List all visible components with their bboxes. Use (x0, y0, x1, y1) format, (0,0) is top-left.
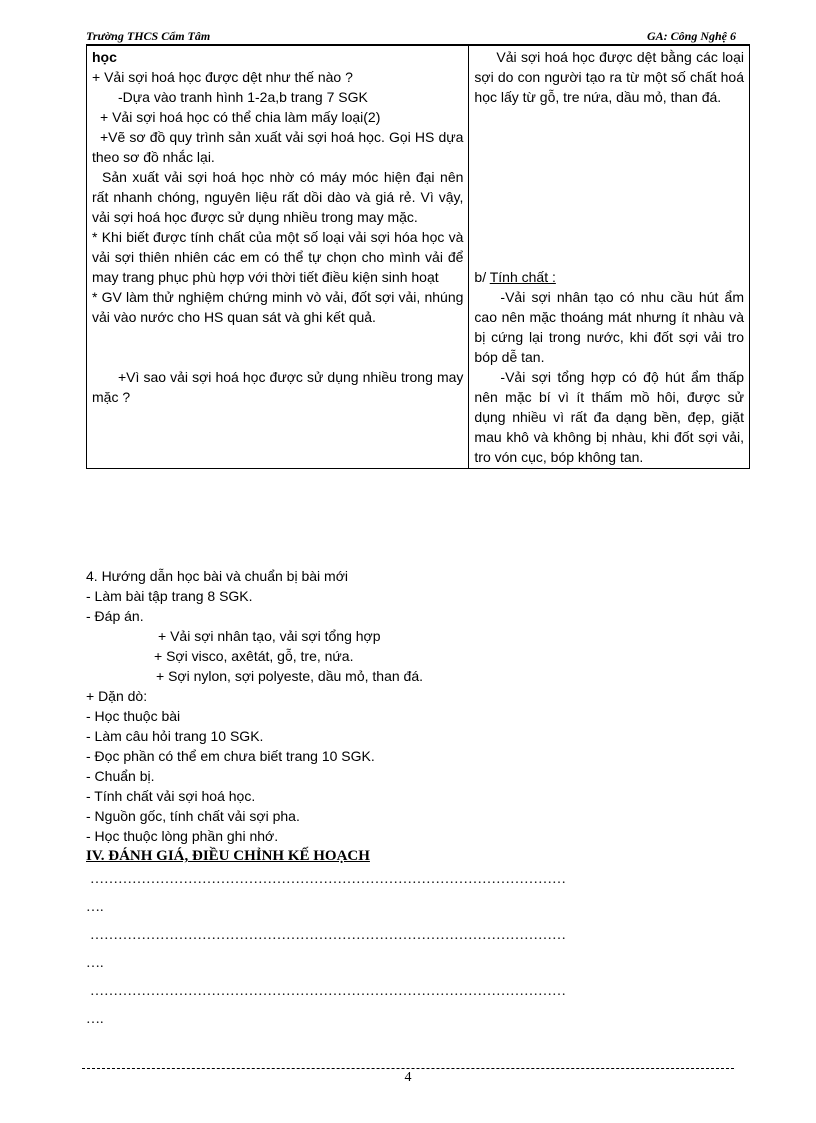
dot-line: ………………………………………………………………………………………… (90, 928, 566, 943)
dot-line-tail: …. (86, 1012, 104, 1027)
list-item: - Chuẩn bị. (86, 768, 155, 784)
question-3: +Vẽ sơ đồ quy trình sản xuất vải sợi hoá học. Gọi HS dựa theo sơ đồ nhắc lại. (92, 129, 464, 165)
question-2: + Vải sợi hoá học có thể chia làm mấy loại(2) (100, 109, 381, 125)
answer-item: + Vải sợi nhân tạo, vải sợi tổng hợp (158, 628, 381, 644)
question-1: + Vải sợi hoá học được dệt như thế nào ? (92, 69, 353, 85)
section-b-title: Tính chất : (489, 269, 556, 285)
school-name: Trường THCS Cẩm Tâm (86, 29, 211, 43)
homework-heading: 4. Hướng dẫn học bài và chuẩn bị bài mới (86, 568, 348, 584)
synthetic-fiber-properties: -Vải sợi tổng hợp có độ hút ẩm thấp nên mặc bí vì ít thấm mồ hôi, được sử dụng nhiều vì rất đa dạng bền, đẹp, giặt mau khô và không bị nhàu, khi đốt sợi vải, tro vón cục, bóp không tan. (474, 369, 744, 465)
definition-paragraph: Vải sợi hoá học được dệt bằng các loại sợi do con người tạo ra từ một số chất hoá học lấy từ gỗ, tre nứa, dầu mỏ, than đá. (474, 49, 744, 105)
paragraph-experiment: * GV làm thử nghiệm chứng minh vò vải, đốt sợi vải, nhúng vải vào nước cho HS quan sát và ghi kết quả. (92, 289, 464, 325)
homework-section (86, 566, 746, 1034)
question-4: +Vì sao vải sợi hoá học được sử dụng nhiều trong may mặc ? (92, 369, 464, 405)
table-row (87, 46, 750, 469)
page-header (86, 29, 736, 45)
list-item: - Tính chất vải sợi hoá học. (86, 788, 256, 804)
list-item: - Học thuộc bài (86, 708, 181, 724)
list-item: + Dặn dò: (86, 688, 148, 704)
activity-column (87, 46, 469, 469)
list-item: - Làm bài tập trang 8 SGK. (86, 588, 253, 604)
list-item: - Học thuộc lòng phần ghi nhớ. (86, 828, 279, 844)
content-column (469, 46, 750, 469)
answer-item: + Sợi visco, axêtát, gỗ, tre, nứa. (154, 648, 354, 664)
answer-item: + Sợi nylon, sợi polyeste, dầu mỏ, than đá. (156, 668, 424, 684)
evaluation-title: IV. ĐÁNH GIÁ, ĐIỀU CHỈNH KẾ HOẠCH (86, 848, 370, 864)
top-word: học (92, 49, 117, 65)
list-item: - Đáp án. (86, 608, 144, 624)
section-b-heading (474, 267, 744, 287)
dot-line: ………………………………………………………………………………………… (90, 872, 566, 887)
dot-line: ………………………………………………………………………………………… (90, 984, 566, 999)
paragraph-production: Sản xuất vải sợi hoá học nhờ có máy móc hiện đại nên rất nhanh chóng, nguyên liệu rất dồi dào và giá rẻ. Vì vậy, vải sợi hoá học được sử dụng nhiều trong may mặc. (92, 169, 464, 225)
list-item: - Đọc phần có thể em chưa biết trang 10 SGK. (86, 748, 375, 764)
lesson-table (86, 45, 750, 469)
dot-line-tail: …. (86, 956, 104, 971)
paragraph-properties: * Khi biết được tính chất của một số loại vải sợi hóa học và vải sợi thiên nhiên các em có thể tự chọn cho mình vải để may trang phục phù hợp với thời tiết điều kiện sinh hoạt (92, 229, 464, 285)
section-b-prefix: b/ (474, 269, 490, 285)
artificial-fiber-properties: -Vải sợi nhân tạo có nhu cầu hút ẩm cao nên mặc thoáng mát nhưng ít nhàu và bị cứng lại trong nước, khi đốt sợi vải tro bóp dễ tan. (474, 289, 744, 365)
page-number: 4 (404, 1070, 412, 1085)
list-item: - Nguồn gốc, tính chất vải sợi pha. (86, 808, 300, 824)
dot-line-tail: …. (86, 900, 104, 915)
list-item: - Làm câu hỏi trang 10 SGK. (86, 728, 264, 744)
footer-rule (82, 1068, 734, 1069)
subject-label: GA: Công Nghệ 6 (646, 29, 736, 43)
question-1-hint: -Dựa vào tranh hình 1-2a,b trang 7 SGK (118, 89, 368, 105)
